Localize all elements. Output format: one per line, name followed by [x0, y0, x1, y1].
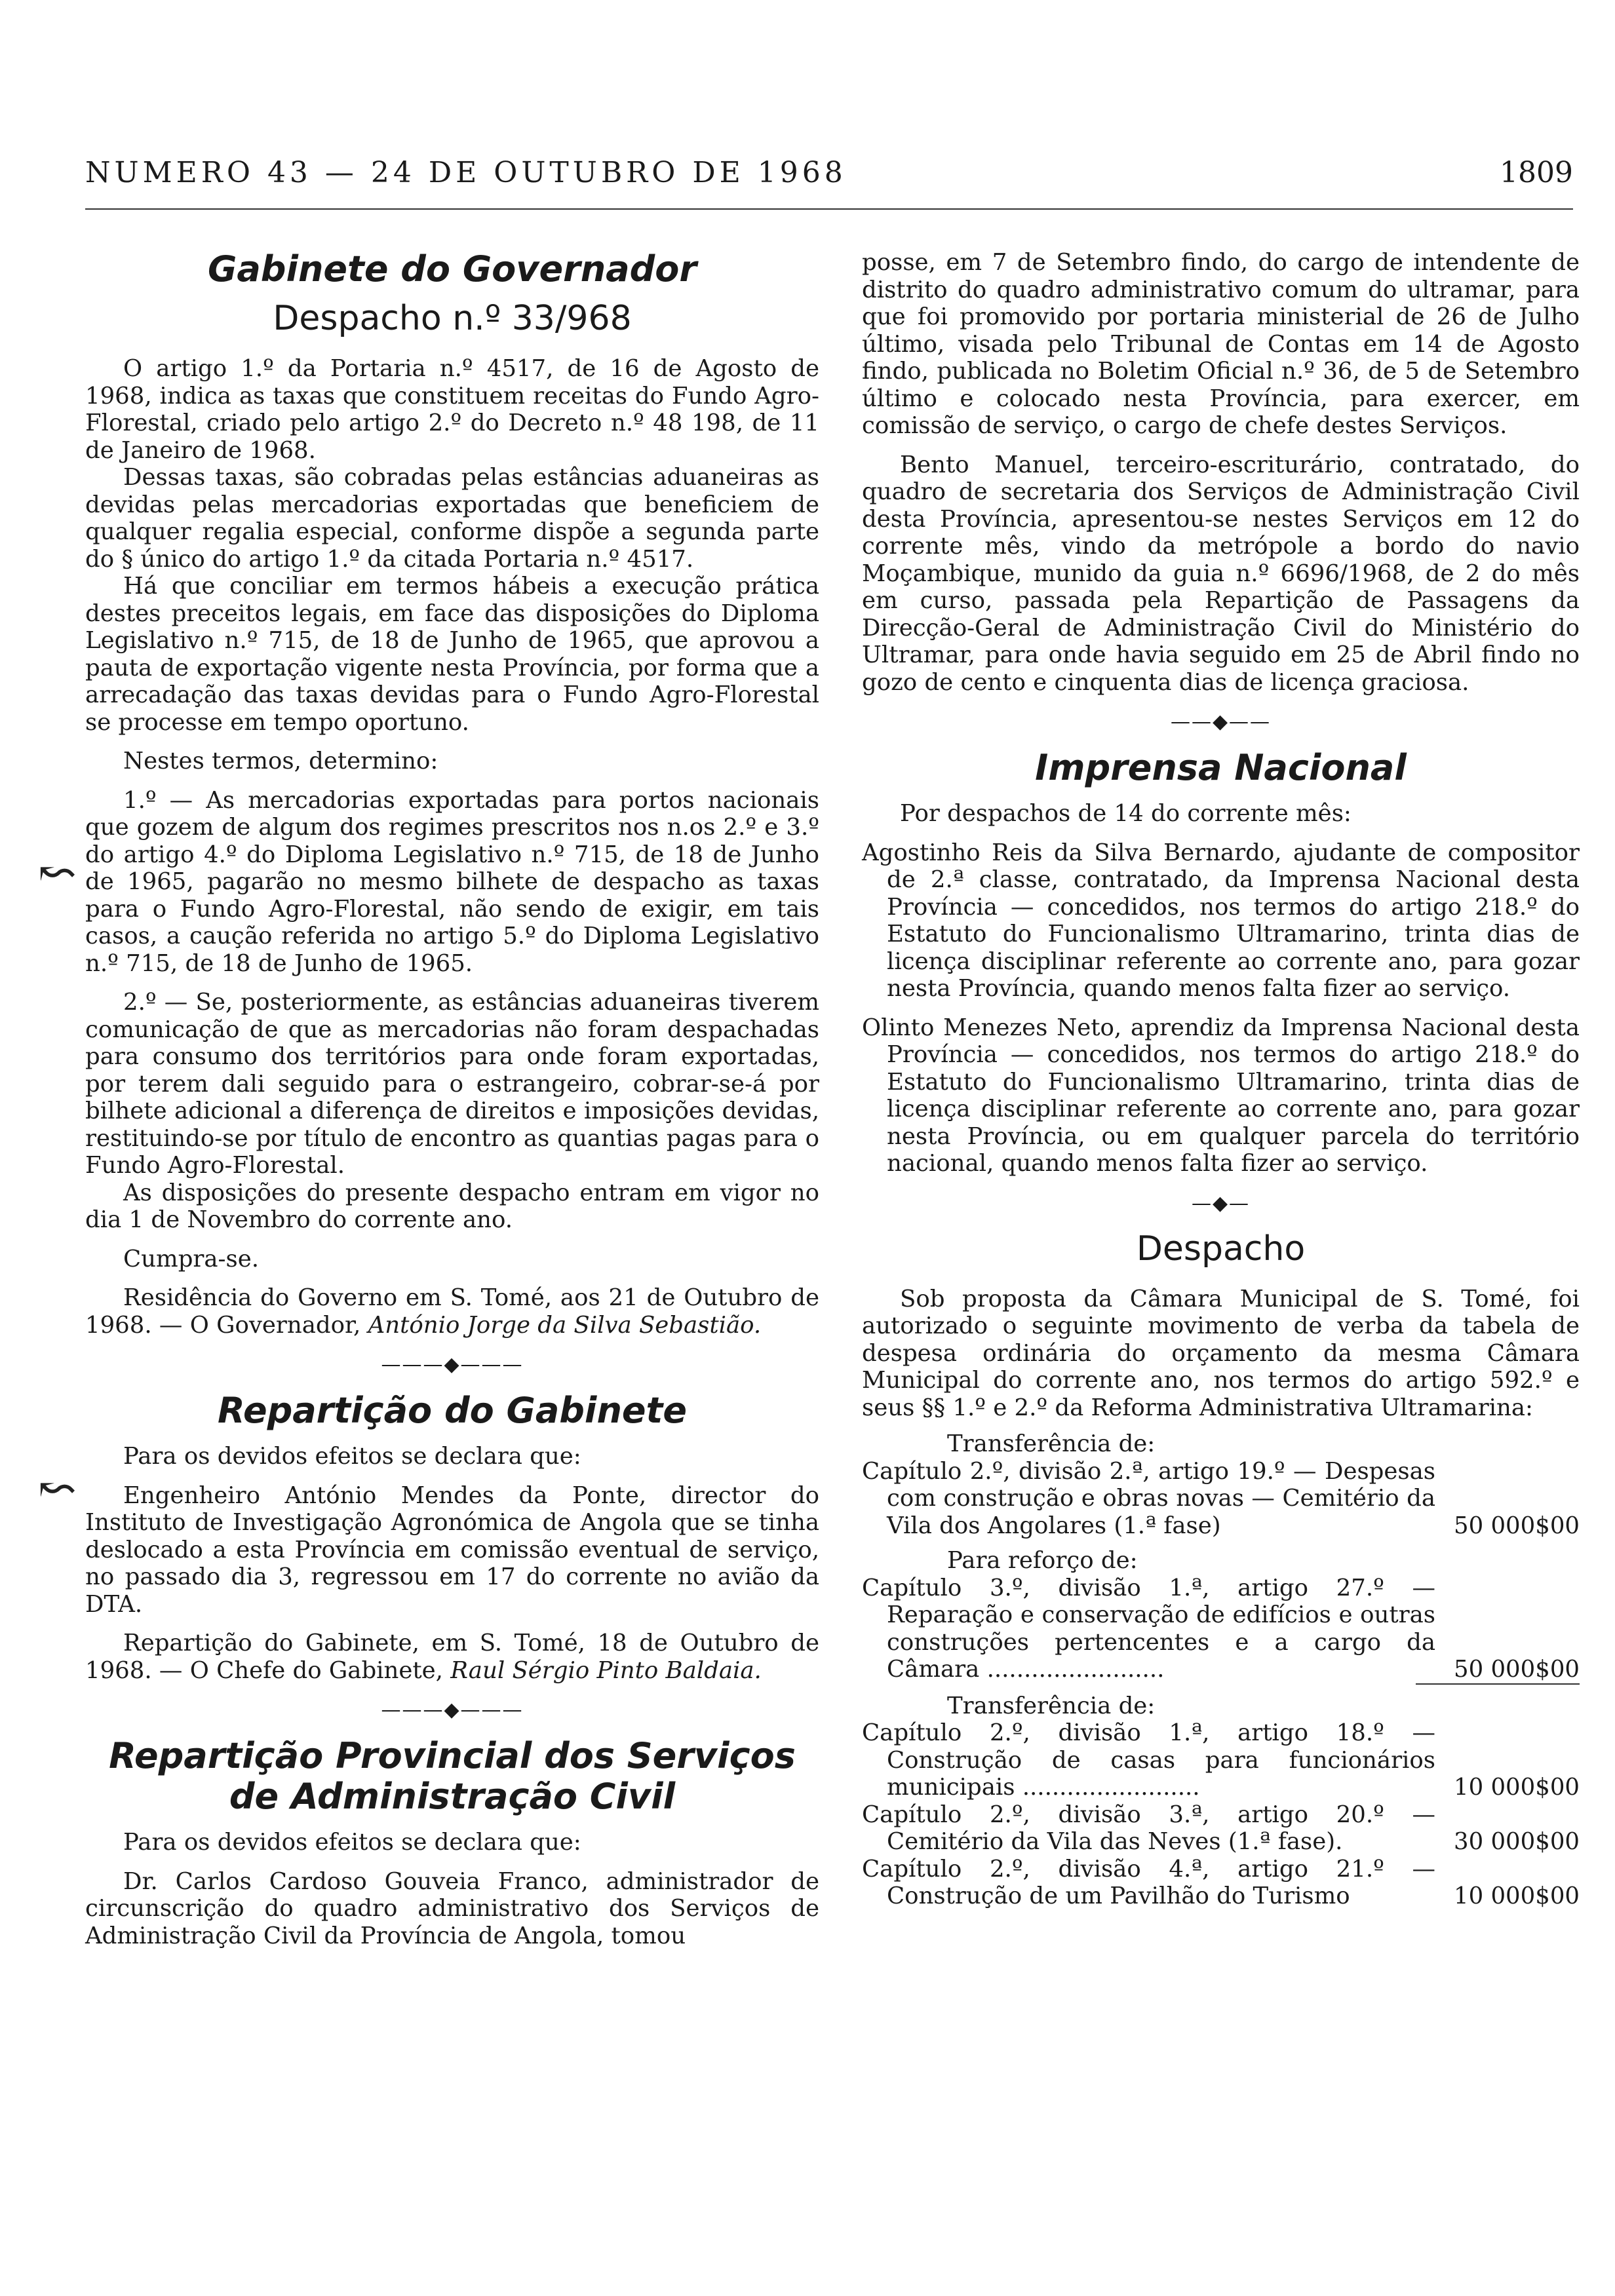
paragraph: O artigo 1.º da Portaria n.º 4517, de 16 de Agosto de 1968, indica as taxas que constituem receitas do Fundo Agro-Florestal, criado pelo artigo 2.º do Decreto n.º 48 198, de 11 de Janeiro de 1968.: [85, 355, 819, 464]
table-heading: Para reforço de:: [947, 1547, 1138, 1575]
row-amount: 50 000$00: [1454, 1512, 1580, 1539]
paragraph: As disposições do presente despacho entram em vigor no dia 1 de Novembro do corrente ano.: [85, 1179, 819, 1234]
ornament-mark-icon: ↜: [38, 845, 77, 899]
section-separator: ———◆———: [381, 1353, 524, 1377]
header-rule: [85, 208, 1573, 210]
signature: Raul Sérgio Pinto Baldaia.: [450, 1656, 762, 1684]
page-number: 1809: [1500, 156, 1573, 189]
signature: António Jorge da Silva Sebastião.: [368, 1311, 762, 1339]
paragraph: Sob proposta da Câmara Municipal de S. Tomé, foi autorizado o seguinte movimento de verba da tabela de despesa ordinária do orçamento da mesma Câmara Municipal do corrente ano, nos termos do artigo 592.º e seus §§ 1.º e 2.º da Reforma Administrativa Ultramarina:: [862, 1285, 1580, 1421]
budget-transfer-table: [862, 1430, 1580, 1910]
paragraph: [85, 1630, 819, 1684]
paragraph: 1.º — As mercadorias exportadas para portos nacionais que gozem de algum dos regimes prescritos nos n.os 2.º e 3.º do artigo 4.º do Diploma Legislativo n.º 715, de 18 de Junho de 1965, pagarão no mesmo bilhete de despacho as taxas para o Fundo Agro-Florestal, não sendo de exigir, em tais casos, a caução referida no artigo 5.º do Diploma Legislativo n.º 715, de 18 de Junho de 1965.: [85, 786, 819, 977]
paragraph: 2.º — Se, posteriormente, as estâncias aduaneiras tiverem comunicação de que as mercadorias não foram despachadas para consumo dos territórios para onde foram exportadas, por terem dali seguido para o estrangeiro, cobrar-se-á por bilhete adicional a diferença de direitos e imposições devidas, restituindo-se por título de encontro as quantias pagas para o Fundo Agro-Florestal.: [85, 989, 819, 1179]
table-row: [862, 1801, 1580, 1856]
row-description: Capítulo 3.º, divisão 1.ª, artigo 27.º — Reparação e conservação de edifícios e outras construções pertencentes e a cargo da Câmara ........................: [862, 1574, 1435, 1683]
row-description: Capítulo 2.º, divisão 4.ª, artigo 21.º — Construção de um Pavilhão do Turismo: [862, 1855, 1435, 1910]
section-title: Despacho: [1136, 1229, 1306, 1269]
table-row: [862, 1575, 1580, 1683]
paragraph: Olinto Menezes Neto, aprendiz da Imprensa Nacional desta Província — concedidos, nos termos do artigo 218.º do Estatuto do Funcionalismo Ultramarino, trinta dias de licença disciplinar referente ao corrente ano, para gozar nesta Província, ou em qualquer parcela do território nacional, quando menos falta fizer ao serviço.: [862, 1014, 1580, 1177]
paragraph: Bento Manuel, terceiro-escriturário, contratado, do quadro de secretaria dos Serviços de Administração Civil desta Província, apresentou-se nestes Serviços em 12 do corrente mês, vindo da metrópole a bordo do navio Moçambique, munido da guia n.º 6696/1968, de 2 do mês em curso, passada pela Repartição de Passagens da Direcção-Geral de Administração Civil do Ministério do Ultramar, para onde havia seguido em 25 de Abril findo no gozo de cento e cinquenta dias de licença graciosa.: [862, 451, 1580, 696]
paragraph: Nestes termos, determino:: [123, 748, 438, 775]
right-column: [862, 249, 1580, 1910]
row-amount: 10 000$00: [1454, 1883, 1580, 1910]
row-description: Capítulo 2.º, divisão 1.ª, artigo 18.º — Construção de casas para funcionários municipais ........................: [862, 1719, 1435, 1801]
paragraph: [85, 1284, 819, 1339]
paragraph: Há que conciliar em termos hábeis a execução prática destes preceitos legais, em face das disposições do Diploma Legislativo n.º 715, de 18 de Junho de 1965, que aprovou a pauta de exportação vigente nesta Província, por forma que a arrecadação das taxas devidas para o Fundo Agro-Florestal se processe em tempo oportuno.: [85, 573, 819, 736]
table-row: [862, 1458, 1580, 1540]
row-description: Capítulo 2.º, divisão 3.ª, artigo 20.º — Cemitério da Vila das Neves (1.ª fase).: [862, 1801, 1435, 1856]
paragraph: Dessas taxas, são cobradas pelas estâncias aduaneiras as devidas pelas mercadorias exportadas que beneficiem de qualquer regalia especial, conforme dispõe a segunda parte do § único do artigo 1.º da citada Portaria n.º 4517.: [85, 464, 819, 573]
section-separator: —◆—: [1191, 1191, 1251, 1215]
paragraph: Engenheiro António Mendes da Ponte, director do Instituto de Investigação Agronómica de Angola que se tinha deslocado a esta Província em comissão eventual de serviço, no passado dia 3, regressou em 17 do corrente no avião da DTA.: [85, 1482, 819, 1618]
row-amount: 50 000$00: [1454, 1656, 1580, 1683]
section-separator: ———◆———: [381, 1698, 524, 1722]
table-heading: Transferência de:: [947, 1430, 1156, 1458]
section-separator: ——◆——: [1170, 710, 1272, 733]
page-header: [85, 156, 1573, 202]
place-date: Repartição do Gabinete, em S. Tomé, 18 de Outubro de 1968. — O Chefe do Gabinete,: [85, 1630, 819, 1684]
issue-line: NUMERO 43 — 24 DE OUTUBRO DE 1968: [85, 156, 847, 189]
paragraph: Cumpra-se.: [123, 1245, 260, 1272]
section-title: Imprensa Nacional: [1035, 747, 1407, 788]
row-amount: 30 000$00: [1454, 1828, 1580, 1856]
section-title: Gabinete do Governador: [208, 248, 697, 290]
ornament-mark-icon: ↜: [38, 1461, 77, 1515]
paragraph: Por despachos de 14 do corrente mês:: [900, 800, 1352, 828]
paragraph: Agostinho Reis da Silva Bernardo, ajudante de compositor de 2.ª classe, contratado, da Imprensa Nacional desta Província — concedidos, nos termos do artigo 218.º do Estatuto do Funcionalismo Ultramarino, trinta dias de licença disciplinar referente ao corrente ano, para gozar nesta Província, quando menos falta fizer ao serviço.: [862, 839, 1580, 1003]
row-description: Capítulo 2.º, divisão 2.ª, artigo 19.º — Despesas com construção e obras novas — Cemitério da Vila dos Angolares (1.ª fase): [862, 1457, 1435, 1539]
total-rule: [1416, 1683, 1580, 1685]
section-title: Repartição do Gabinete: [218, 1390, 687, 1432]
section-title: Repartição Provincial dos Serviços de Administração Civil: [109, 1735, 796, 1818]
paragraph: posse, em 7 de Setembro findo, do cargo de intendente de distrito do quadro administrativo comum do ultramar, para que foi promovido por portaria ministerial de 26 de Julho último, visada pelo Tribunal de Contas em 14 de Agosto findo, publicada no Boletim Oficial n.º 36, de 5 de Setembro último e colocado nesta Província, para exercer, em comissão de serviço, o cargo de chefe destes Serviços.: [862, 249, 1580, 439]
despacho-number: Despacho n.º 33/968: [273, 299, 632, 339]
table-row: [862, 1856, 1580, 1910]
table-heading: Transferência de:: [947, 1692, 1156, 1719]
left-column: [85, 249, 819, 1949]
paragraph: Para os devidos efeitos se declara que:: [123, 1443, 581, 1470]
paragraph: Dr. Carlos Cardoso Gouveia Franco, administrador de circunscrição do quadro administrativo dos Serviços de Administração Civil da Província de Angola, tomou: [85, 1867, 819, 1949]
row-amount: 10 000$00: [1454, 1774, 1580, 1801]
table-row: [862, 1719, 1580, 1801]
place-date: Residência do Governo em S. Tomé, aos 21 de Outubro de 1968. — O Governador,: [85, 1284, 819, 1339]
paragraph: Para os devidos efeitos se declara que:: [123, 1829, 581, 1856]
